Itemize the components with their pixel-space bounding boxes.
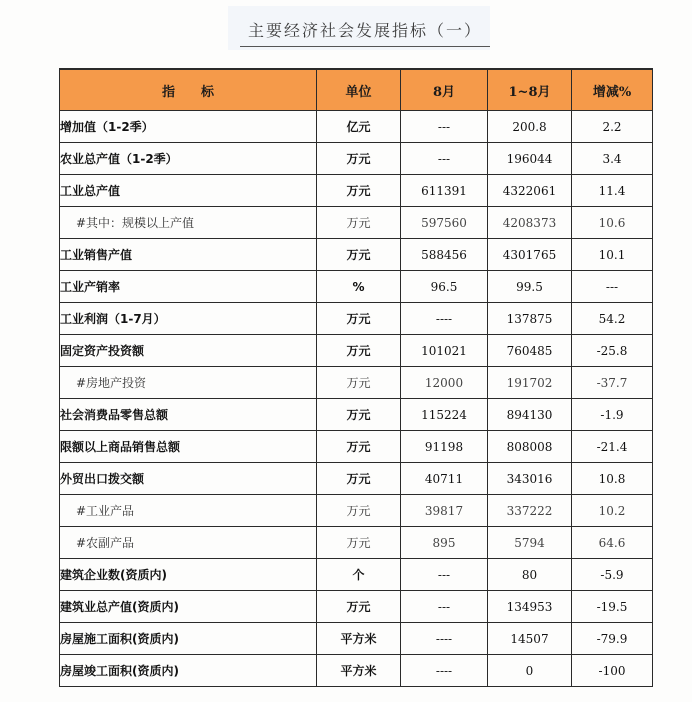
row-unit: 万元 (317, 527, 401, 559)
row-month-value: --- (401, 559, 488, 591)
row-indicator-name: 社会消费品零售总额 (60, 399, 317, 431)
row-indicator-name: 固定资产投资额 (60, 335, 317, 367)
header-month: 8月 (401, 69, 488, 111)
row-month-value: ---- (401, 303, 488, 335)
row-indicator-name: 房屋施工面积(资质内) (60, 623, 317, 655)
row-month-value: 40711 (401, 463, 488, 495)
table-header-row (60, 69, 653, 111)
row-ytd-value: 137875 (488, 303, 572, 335)
table-row (60, 591, 653, 623)
row-ytd-value: 0 (488, 655, 572, 687)
table-row (60, 399, 653, 431)
row-ytd-value: 760485 (488, 335, 572, 367)
row-unit: 万元 (317, 591, 401, 623)
row-unit: 万元 (317, 143, 401, 175)
row-change-percent: --- (572, 271, 653, 303)
row-ytd-value: 5794 (488, 527, 572, 559)
header-ytd: 1~8月 (488, 69, 572, 111)
title-underline (240, 46, 490, 47)
row-indicator-name: 限额以上商品销售总额 (60, 431, 317, 463)
header-change: 增减% (572, 69, 653, 111)
row-ytd-value: 191702 (488, 367, 572, 399)
row-unit: 万元 (317, 175, 401, 207)
row-indicator-name: 工业总产值 (60, 175, 317, 207)
row-indicator-name: 工业利润（1-7月） (60, 303, 317, 335)
page-title: 主要经济社会发展指标（一） (247, 21, 482, 40)
row-ytd-value: 4208373 (488, 207, 572, 239)
row-unit: 平方米 (317, 623, 401, 655)
header-unit: 单位 (317, 69, 401, 111)
row-change-percent: 10.8 (572, 463, 653, 495)
row-ytd-value: 80 (488, 559, 572, 591)
table-row (60, 495, 653, 527)
row-ytd-value: 4322061 (488, 175, 572, 207)
row-ytd-value: 99.5 (488, 271, 572, 303)
row-indicator-name: #农副产品 (60, 527, 317, 559)
row-ytd-value: 343016 (488, 463, 572, 495)
table-row (60, 623, 653, 655)
row-unit: 平方米 (317, 655, 401, 687)
row-unit: 万元 (317, 303, 401, 335)
table-row (60, 463, 653, 495)
row-change-percent: -19.5 (572, 591, 653, 623)
row-month-value: --- (401, 111, 488, 143)
row-unit: 万元 (317, 495, 401, 527)
row-change-percent: -79.9 (572, 623, 653, 655)
table-row (60, 143, 653, 175)
row-indicator-name: 建筑企业数(资质内) (60, 559, 317, 591)
table-row (60, 303, 653, 335)
row-unit: % (317, 271, 401, 303)
row-month-value: 895 (401, 527, 488, 559)
row-ytd-value: 4301765 (488, 239, 572, 271)
row-indicator-name: 建筑业总产值(资质内) (60, 591, 317, 623)
row-ytd-value: 196044 (488, 143, 572, 175)
row-change-percent: 3.4 (572, 143, 653, 175)
row-unit: 万元 (317, 463, 401, 495)
row-month-value: ---- (401, 655, 488, 687)
row-month-value: 101021 (401, 335, 488, 367)
row-change-percent: 2.2 (572, 111, 653, 143)
row-ytd-value: 337222 (488, 495, 572, 527)
row-month-value: 12000 (401, 367, 488, 399)
row-unit: 万元 (317, 399, 401, 431)
row-month-value: 611391 (401, 175, 488, 207)
row-indicator-name: 增加值（1-2季） (60, 111, 317, 143)
row-change-percent: 10.6 (572, 207, 653, 239)
row-indicator-name: 工业销售产值 (60, 239, 317, 271)
row-change-percent: -1.9 (572, 399, 653, 431)
row-unit: 万元 (317, 367, 401, 399)
indicators-table (59, 68, 653, 687)
row-unit: 万元 (317, 207, 401, 239)
table-row (60, 207, 653, 239)
row-change-percent: -21.4 (572, 431, 653, 463)
row-ytd-value: 134953 (488, 591, 572, 623)
row-month-value: ---- (401, 623, 488, 655)
row-change-percent: -100 (572, 655, 653, 687)
row-month-value: --- (401, 143, 488, 175)
header-indicator: 指 标 (60, 69, 317, 111)
row-ytd-value: 894130 (488, 399, 572, 431)
row-change-percent: -37.7 (572, 367, 653, 399)
row-change-percent: 10.2 (572, 495, 653, 527)
table-row (60, 431, 653, 463)
row-month-value: --- (401, 591, 488, 623)
row-unit: 万元 (317, 335, 401, 367)
row-month-value: 115224 (401, 399, 488, 431)
table-body (60, 111, 653, 687)
row-indicator-name: 房屋竣工面积(资质内) (60, 655, 317, 687)
row-indicator-name: #工业产品 (60, 495, 317, 527)
row-unit: 万元 (317, 239, 401, 271)
row-change-percent: 11.4 (572, 175, 653, 207)
table-row (60, 271, 653, 303)
row-indicator-name: 外贸出口拨交额 (60, 463, 317, 495)
row-ytd-value: 200.8 (488, 111, 572, 143)
row-indicator-name: #其中：规模以上产值 (60, 207, 317, 239)
row-unit: 万元 (317, 431, 401, 463)
row-unit: 个 (317, 559, 401, 591)
row-change-percent: -5.9 (572, 559, 653, 591)
table-row (60, 175, 653, 207)
table-row (60, 239, 653, 271)
table-row (60, 367, 653, 399)
row-indicator-name: 农业总产值（1-2季） (60, 143, 317, 175)
row-change-percent: -25.8 (572, 335, 653, 367)
row-ytd-value: 14507 (488, 623, 572, 655)
table-row (60, 335, 653, 367)
table-row (60, 559, 653, 591)
row-indicator-name: 工业产销率 (60, 271, 317, 303)
table-row (60, 111, 653, 143)
row-ytd-value: 808008 (488, 431, 572, 463)
row-month-value: 597560 (401, 207, 488, 239)
row-unit: 亿元 (317, 111, 401, 143)
row-month-value: 96.5 (401, 271, 488, 303)
row-change-percent: 54.2 (572, 303, 653, 335)
row-month-value: 91198 (401, 431, 488, 463)
table-row (60, 527, 653, 559)
row-change-percent: 10.1 (572, 239, 653, 271)
table-row (60, 655, 653, 687)
row-change-percent: 64.6 (572, 527, 653, 559)
row-month-value: 39817 (401, 495, 488, 527)
row-month-value: 588456 (401, 239, 488, 271)
row-indicator-name: #房地产投资 (60, 367, 317, 399)
